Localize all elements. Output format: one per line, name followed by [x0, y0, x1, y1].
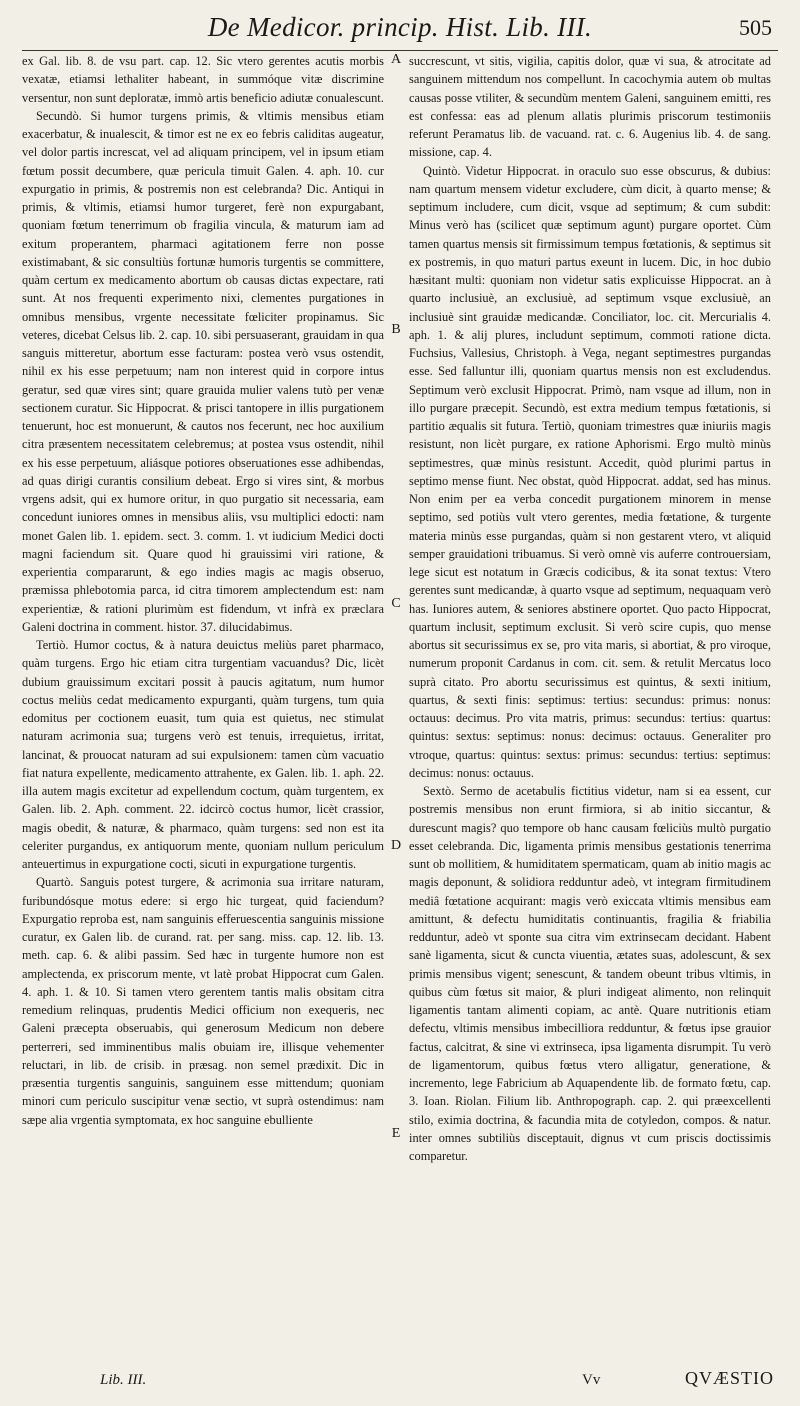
footer-book-label: Lib. III.: [100, 1372, 147, 1388]
catchword: QVÆSTIO: [684, 1368, 774, 1388]
running-title: De Medicor. princip. Hist. Lib. III.: [207, 12, 593, 42]
right-column: [409, 52, 771, 1165]
margin-letter-b: B: [391, 322, 401, 337]
page-header: [22, 4, 778, 51]
margin-letter-e: E: [391, 1126, 401, 1141]
paragraph: succrescunt, vt sitis, vigilia, capitis dolor, quæ vi sua, & atrocitate ad sanguinem mittendum nos compellunt. In cacochymia autem ob multas causas posse vtiliter, & secundùm mentem Galeni, sanguinem emitti, res est confessa: eas ad plenum allatis plurimis priscorum testimoniis referunt Peramatus lib. de vacuand. rat. c. 6. Augenius lib. 4. de sang. missione, cap. 4.: [409, 54, 771, 160]
paragraph: Quartò. Sanguis potest turgere, & acrimonia sua irritare naturam, furibundósque motus edere: si ergo hic turgeat, quid faciendum? Expurgatio reproba est, nam sanguinis efferuescentia sanguinis missione curatur, ex Galen lib. de curand. rat. per sang. miss. cap. 12. lib. 13. meth. cap. 6. & alibi passim. Sed hæc in turgente humore non est amplectenda, ex priscorum mente, vt latè probat Hippocrat cum Galen. 4. aph. 1. & 10. Si tamen vtero gerentem tantis malis obsitam citra remedium relinquas, prudentis Medici officium non exequeris, nec Galeni præcepta obseruabis, qui generosum Medicum non debere perterreri, sed imminentibus malis obuiam ire, illisque vehementer reluctari, in lib. de crisib. in præsag. non semel prædixit. Dic in præsentia turgentis sanguinis, sanguinem esse mittendum; quoniam minori cum periculo suscipitur venæ sectio, vt suprà ostendimus: nam sæpe alia vrgentia symptomata, ex hoc sanguine ebulliente: [22, 875, 384, 1127]
page-number: 505: [739, 15, 772, 40]
page-footer: [22, 1368, 778, 1396]
paragraph: Secundò. Si humor turgens primis, & vltimis mensibus etiam exacerbatur, & inualescit, & timor est ne ex eo febris caliditas augeatur, vel dolor partis increscat, vel ad aliquam principem, vel in ipsum etiam fœtum possit decumbere, quæ pericula timuit Galen. 4. aph. 10. cur expurgatio in primis, & postremis non est celebranda? Dic. Antiqui in primis, & vltimis, etiamsi humor turgeret, ferè non expurgabant, quoniam fœtum tenerrimum ob fragilia vincula, & maturum iam ad exitum properantem, pharmaci agitationem ferre non posse existimabant, & sic consultiùs fortunæ humoris turgentis se committere, quàm certum ex medicamento abortum ob causas dictas expectare, rati sunt. At nos frequenti experimento nixi, clementes purgationes in omnibus mensibus, vrgente necessitate fœliciter propinamus. Sic veteres, dicebat Celsus lib. 2. cap. 10. sibi persuaserant, grauidam in qua sanguis mitteretur, abortum esse facturam: postea verò vsus ostendit, nihil ex his esse perpetuum; nam non interest quid in corpore intus geratur, sed quæ vires sint; quare grauida mulier valens tutò per venæ sectionem curatur. Sic Hippocrat. & prisci tantopere in illis purgationem tenuerunt, hoc est monuerunt, & cautos nos fecerunt, nec hoc auxilium citra præsentem necessitatem celebremus; at postea vsus ostendit, nihil ex his esse perpetuum, aliásque potiores obseruationes esse adhibendas, ad quas dirigi curantis consilium debeat. Ergo si vires sint, & morbus vrgens adsit, qui ex humore oritur, in quo purgatio sit necessaria, eam concedunt iuniores omnes in mensibus aliis, vsu multiplici edocti: nam monet Galen lib. 1. epidem. sect. 3. comm. 1. vt iudicium Medici docti magni faciendum sit. Quare quod hi grauissimi viri ratione, & experientia compararunt, & ego indies magis ac magis obseruo, præmissa phlebotomia parca, id citra timorem amplectendum est: nam experientiæ, & rationi plurimùm est fidendum, vt infrà ex præclara Galeni doctrina in comment. histor. 37. dilucidabimus.: [22, 108, 384, 634]
paragraph: Tertiò. Humor coctus, & à natura deuictus meliùs paret pharmaco, quàm turgens. Ergo hic etiam citra turgentiam vacuandus? Dic, licèt dubium grauissimum excitari possit à paucis agitatum, num humor coctus meliùs cedat medicamento expurganti, quàm turgens, tum quia edomitus per coctionem euasit, tum quia est quietus, nec stimulat naturam acrimonia sua; turgens verò est tenuis, irrequietus, irritat, lancinat, & prouocat naturam ad sui expulsionem: tamen cùm vacuatio fiat natura expellente, medicamento attrahente, ex Galen. lib. 1. aph. 22. illa autem magis excitetur ad expellendum coctum, quàm turgentem, ex Galen. lib. 2. Aph. comment. 22. idcircò coctus humor, licèt crassior, magis obedit, & naturæ, & pharmaco, quàm turgens: sed non est ita celeriter purgandus, ex antiquorum mente, quoniam nullum periculum anteuertimus in expurgatione cocti, sicuti in expurgatione turgentis.: [22, 638, 384, 871]
margin-letter-d: D: [390, 838, 402, 853]
margin-letter-c: C: [391, 596, 401, 611]
left-column: [22, 52, 384, 1129]
paragraph: Quintò. Videtur Hippocrat. in oraculo suo esse obscurus, & dubius: nam quartum mensem videtur excludere, cùm dicit, à quarto mense; & septimum includere, cum dicit, vsque ad septimum; & cum subdit: Minus verò has (scilicet quæ septimum agunt) purgare oportet. Cùm tamen quartus mensis sit firmissimum tempus fœtationis, & septimus sit ex postremis, in quo maturi partus exeunt in lucem. Dic, in hoc dubio hæsitant multi: quoniam non videtur satis explicuisse Hippocrat. an à quarto inclusiuè, an exclusiuè, ad septimum vsque exclusiuè, an inclusiuè sint grauidæ medicandæ. Conciliator, loc. cit. Mercurialis 4. aph. 1. & alij plures, includunt septimum, commoti ratione dicta. Fuchsius, Vallesius, Christoph. à Vega, negant septimestres purgandas esse. Sed falluntur illi, quoniam quartus mensis non est excludendus. Septimum verò exclusit Hippocrat. Primò, nam vsque ad illum, non in illo purgare præcepit. Secundò, est extra medium tempus fœtationis, si partitio æqualis sit futura. Tertiò, quoniam trimestres quæ iniuriis magis resistunt, non licèt purgare, ex ratione Aphorismi. Ergo multò minùs septimestres, quæ minùs resistunt. Accedit, quòd plurimi partus in septimo mense fiunt. Nec obstat, quòd Hippocrat. addat, sed has minus. Non enim per ea verba concedit purgationem minorem in mense septimo, sed potiùs vult vtero gerentes, media fœtatione, & turgente materia minùs esse purgandas, quàm si non gestarent vtero, vt aliquid semper grauidationi tribuamus. Si verò omnè vis auferre controuersiam, lege sicut est notatum in Græcis codicibus, & ita sonat textus: Vtero gerentes sunt medicandæ, à quarto vsque ad septimum, nequaquam verò has. Iuniores autem, & seniores abstinere oportet. Quo pacto Hippocrat, quartum inclusit, septimum exclusit. Si verò scire cupis, quo mense abortus sit securissimus ex se, pro vita maris, si abortiat, & pro viroque, numerum proponit Cardanus in com. cit. sem. & retulit Mercatus loco suprà citato. Pro abortu securissimus est quintus, & sexti initium, quartus, & sexti finis: septimus: tertius: secundus: primus: nonus: octauus: decimus. Pro vita matris, primus: secundus: tertius: quartus: quintus: sextus: septimus: nonus: decimus: octauus. Generaliter pro vtroque, quartus: quintus: sextus: primus: secundus: tertius: septimus: decimus: nonus: octauus.: [409, 163, 771, 780]
signature-mark: Vv: [582, 1372, 601, 1388]
paragraph: Sextò. Sermo de acetabulis fictitius videtur, nam si ea essent, cur postremis mensibus non erunt firmiora, si ab initio siccantur, & durescunt magis? quo tempore ob hanc causam fœliciùs multò purgatio esset celebranda. Dic, ligamenta primis mensibus gestationis tenerrima sunt ob mollitiem, & humiditatem spermaticam, quam ab initio magis ac magis deponunt, & solidiora redduntur adeò, vt integram firmitudinem mediâ fœtatione acquirant: magis verò exiccata vltimis mensibus eam amittunt, & defectu humiditatis continuantis, fragilia & friabilia redduntur, adeò vt sponte sua citra vim extrinsecam decidant. Habent sanè ligamenta, sicut & cuncta viuentia, ætates suas, adolescunt, & sex primis mensibus vigent; senescunt, & tandem obeunt tribus vltimis, in quibus cùm fœtus sit maior, & pluri indigeat alimento, non relinquit ligamentis tantam alimenti copiam, ac antè. Quare nutritionis etiam defectu, vltimis mensibus imbecilliora redduntur, & fœtus ipse grauior factus, calcitrat, & sine vi extrinseca, ipsa ligamenta disrumpit. Tu verò de ligamentorum, quibus fœtus vtero alligatur, generatione, & incremento, lege Fabricium ab Aquapendente lib. de formato fœtu, cap. 3. Ioan. Riolan. Filium lib. Anthropograph. cap. 2. qui præexcellenti stilo, eximia doctrina, & facundia mita de cotyledon, compos. & natur. inter omnes subtiliùs disceptauit, dignus vt cum priscis doctissimis comparetur.: [409, 784, 771, 1163]
paragraph: ex Gal. lib. 8. de vsu part. cap. 12. Sic vtero gerentes acutis morbis vexatæ, etiamsi lethaliter habeant, in summóque vitæ discrimine versentur, non sunt deploratæ, immò artis beneficio adiutæ conualescunt.: [22, 54, 384, 105]
margin-letter-a: A: [390, 52, 402, 67]
